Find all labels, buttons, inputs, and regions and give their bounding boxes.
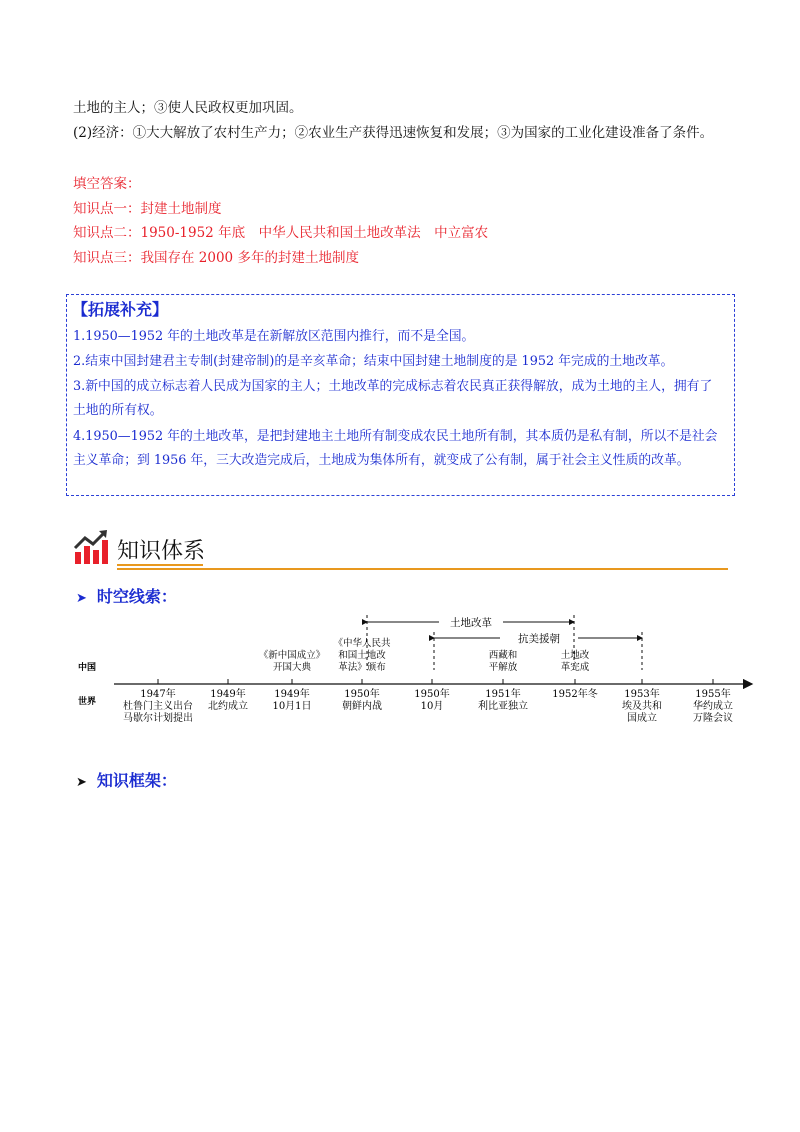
section-title: 知识体系 [117,539,206,564]
timeline-heading [76,584,177,607]
tick-event-9b: 万隆会议 [693,713,733,724]
section-rule [117,568,728,570]
extension-item-3: 3.新中国的成立标志着人民成为国家的主人；土地改革的完成标志着农民真正获得解放，成为土地的主人，拥有了土地的所有权。 [73,379,713,418]
tick-event-1a: 杜鲁门主义出台 [123,701,193,712]
extension-item-4: 4.1950—1952 年的土地改革，是把封建地主土地所有制变成农民土地所有制，其本质仍是私有制，所以不是社会主义革命；到 1956 年，三大改造完成后，土地成为集体所有，就变成了公有制，属于社会主义性质的改革。 [73,429,718,468]
intro-line-2: (2)经济：①大大解放了农村生产力；②农业生产获得迅速恢复和发展；③为国家的工业化建设准备了条件。 [73,125,714,141]
china-event-2-line-2: 和国土地改 [338,650,386,661]
fill-answers-title: 填空答案： [73,176,141,192]
tick-date-9: 1955年 [695,689,731,700]
span-label-land-reform: 土地改革 [450,617,492,629]
extension-item-1: 1.1950—1952 年的土地改革是在新解放区范围内推行，而不是全国。 [73,329,475,344]
tick-event-1b: 马歇尔计划提出 [123,713,193,724]
tick-date-7: 1952年冬 [552,689,598,700]
tick-event-9a: 华约成立 [693,701,733,712]
extension-title: 【拓展补充】 [72,300,169,319]
tick-date-3: 1949年 [274,689,310,700]
tick-date-6: 1951年 [485,689,521,700]
chart-growth-icon [73,530,109,566]
section-rule-accent [117,564,203,566]
framework-heading-text: 知识框架： [96,771,177,790]
china-event-4-line-2: 革完成 [560,662,590,673]
tick-event-6a: 利比亚独立 [478,701,528,712]
china-event-3-line-1: 西藏和 [488,650,518,661]
intro-line-1: 土地的主人；③使人民政权更加巩固。 [73,100,303,116]
tick-event-5a: 10月 [420,701,444,712]
china-event-2-line-3: 革法》颁布 [338,662,386,673]
tick-event-4a: 朝鲜内战 [342,701,382,712]
timeline-diagram [70,610,760,735]
fill-answer-1: 知识点一：封建土地制度 [73,201,222,217]
tick-date-4: 1950年 [344,689,380,700]
china-event-4-line-1: 土地改 [560,650,590,661]
tick-event-8b: 国成立 [627,713,657,724]
fill-answer-3: 知识点三：我国存在 2000 多年的封建土地制度 [73,250,359,266]
row-label-world: 世界 [78,697,97,707]
china-event-1-line-2: 开国大典 [272,662,312,673]
tick-date-2: 1949年 [210,689,246,700]
china-event-1-line-1: 《新中国成立》 [258,650,326,661]
fill-answer-2: 知识点二：1950-1952 年底 中华人民共和国土地改革法 中立富农 [73,225,489,241]
chevron-right-icon: ➤ [76,591,87,606]
chevron-right-icon: ➤ [76,775,87,790]
timeline-heading-text: 时空线索： [96,587,177,606]
row-label-china: 中国 [78,663,97,673]
section-header [73,528,728,573]
span-label-korea: 抗美援朝 [518,633,560,645]
tick-event-8a: 埃及共和 [622,701,662,712]
tick-event-2a: 北约成立 [208,701,248,712]
china-event-2-line-1: 《中华人民共 [333,638,391,649]
framework-heading [76,768,177,791]
china-event-3-line-2: 平解放 [488,662,518,673]
tick-event-3a: 10月1日 [272,701,312,712]
tick-date-1: 1947年 [140,689,176,700]
extension-item-2: 2.结束中国封建君主专制(封建帝制)的是辛亥革命；结束中国封建土地制度的是 1952 年完成的土地改革。 [73,354,674,369]
tick-date-5: 1950年 [414,689,450,700]
tick-date-8: 1953年 [624,689,660,700]
